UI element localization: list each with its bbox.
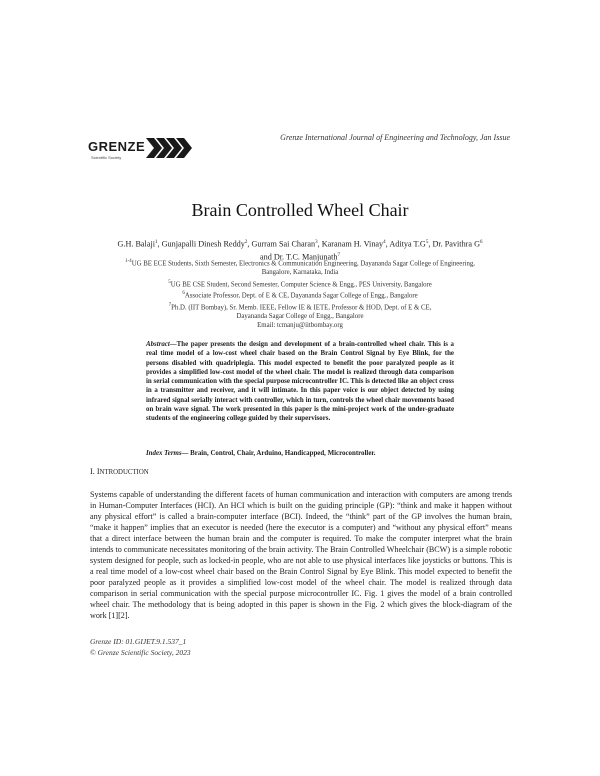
- logo-tagline: Scientific Society: [91, 155, 122, 160]
- logo-wordmark: GRENZE: [88, 139, 146, 154]
- copyright: © Grenze Scientific Society, 2023: [90, 648, 191, 657]
- index-terms-label: Index Terms: [146, 450, 182, 457]
- chevron-arrows-icon: [146, 138, 192, 158]
- section-heading: I. INTRODUCTION: [90, 467, 149, 476]
- index-terms-text: — Brain, Control, Chair, Arduino, Handicapped, Microcontroller.: [181, 450, 376, 457]
- affiliation-line: UG BE CSE Student, Second Semester, Computer Science & Engg., PES University, Bangalore: [170, 280, 432, 288]
- grenze-id: Grenze ID: 01.GIJET.9.1.537_1: [90, 637, 187, 646]
- affiliation-line: Associate Professor, Dept. of E & CE, Dayananda Sagar College of Engg., Bangalore: [184, 292, 418, 300]
- author-name: Dr. Pavithra G: [432, 239, 480, 249]
- author-name: Dr. T.C. Manjunath: [273, 252, 338, 262]
- affiliation-line: UG BE ECE Students, Sixth Semester, Electronics & Communication Engineering, Dayananda Sagar College of Engineering,: [131, 260, 475, 268]
- abstract: [146, 340, 454, 424]
- affiliation-line: Ph.D. (IIT Bombay), Sr. Memb. IEEE, Fellow IE & IETE, Professor & HOD, Dept. of E & CE,: [171, 303, 432, 311]
- author-name: Gurram Sai Charan: [251, 239, 316, 249]
- journal-header: Grenze International Journal of Engineering and Technology, Jan Issue: [280, 133, 510, 142]
- affiliation-line: Bangalore, Karnataka, India: [261, 269, 339, 277]
- abstract-text: —The paper presents the design and development of a brain-controlled wheel chair. This is a real time model of a low-cost wheel chair based on the Brain Control Signal by Eye Blink, for the persons disabled with quadriplegia. This model expected to benefit the poor paralyzed people as it provides a simplified low-cost model of the wheel chair. The model is realized through data comparison in serial communication with the special purpose microcontroller IC. This is detected like an object cross in a transmitter and receiver, and it will intimate. In this paper voice is our object detected by using infrared signal serially interact with controller, which in turn, controls the wheel chair movements based on brain wave signal. The work presented in this paper is the mini-project work of the under-graduate students of the engineering college guided by their supervisors.: [146, 341, 454, 423]
- author-name: Gunjapalli Dinesh Reddy: [161, 239, 245, 249]
- author-name: Karanam H. Vinay: [321, 239, 384, 249]
- contact-email: Email: tcmanju@iitbombay.org: [257, 322, 343, 330]
- footer: [90, 636, 191, 658]
- paper-title: Brain Controlled Wheel Chair: [191, 200, 409, 221]
- author-list: G.H. Balaji$^1$, Gunjapalli Dinesh Reddy$^2$, Gurram Sai Charan$^3$, Karanam H. Vinay$^4$, Aditya $T.G^5$, Dr. Pavithra $G^6$ and Dr. T.C. Manjunath$^7$: [117, 239, 483, 262]
- affiliations: $^{1-4}$UG BE ECE Students, Sixth Semester, Electronics & Communication Engineering, Dayananda Sagar College of Engineering, Bangalore, Karnataka, India $^5$UG BE CSE Student, Second Semester, Computer Science & Engg., PES University, Bangalore $^6$Associate Professor, Dept. of E & CE, Dayananda Sagar College of Engg., Bangalore $^7$Ph.D. (IIT Bombay), Sr. Memb. IEEE, Fellow IE & IETE, Professor & HOD, Dept. of E & CE, Dayananda Sagar College of Engg., Bangalore Email: tcmanju@iitbombay.org: [80, 257, 520, 330]
- grenze-logo: [88, 140, 198, 176]
- index-terms: [146, 449, 454, 458]
- author-name: Aditya T.G: [389, 239, 426, 249]
- abstract-label: Abstract: [146, 341, 170, 348]
- introduction-paragraph: Systems capable of understanding the different facets of human communication and interaction with computers are among trends in Human-Computer Interfaces (HCI). An HCI which is built on the guiding principle (GP): “think and make it happen without any physical effort” is called a brain-computer interface (BCI). Indeed, the “think” part of the GP involves the human brain, “make it happen” implies that an executor is needed (here the executor is a computer) and “without any physical effort” means that a direct interface between the human brain and the computer is required. To make the computer interpret what the brain intends to communicate necessitates monitoring of the brain activity. The Brain Controlled Wheelchair (BCW) is a simple robotic system designed for people, such as locked-in people, who are not able to use physical interfaces like joysticks or buttons. This is a real time model of a low-cost wheel chair based on the Brain Control Signal by Eye Blink. This model expected to benefit the poor paralyzed people as it provides a simplified low-cost model of the wheel chair. The model is realized through data comparison in serial communication with the special purpose microcontroller IC. Fig. 1 gives the model of a brain controlled wheel chair. The methodology that is being adopted in this paper is shown in the Fig. 2 which gives the block-diagram of the work [1][2].: [90, 490, 512, 621]
- author-name: G.H. Balaji: [117, 239, 156, 249]
- affiliation-line: Dayananda Sagar College of Engg., Bangalore: [236, 313, 364, 321]
